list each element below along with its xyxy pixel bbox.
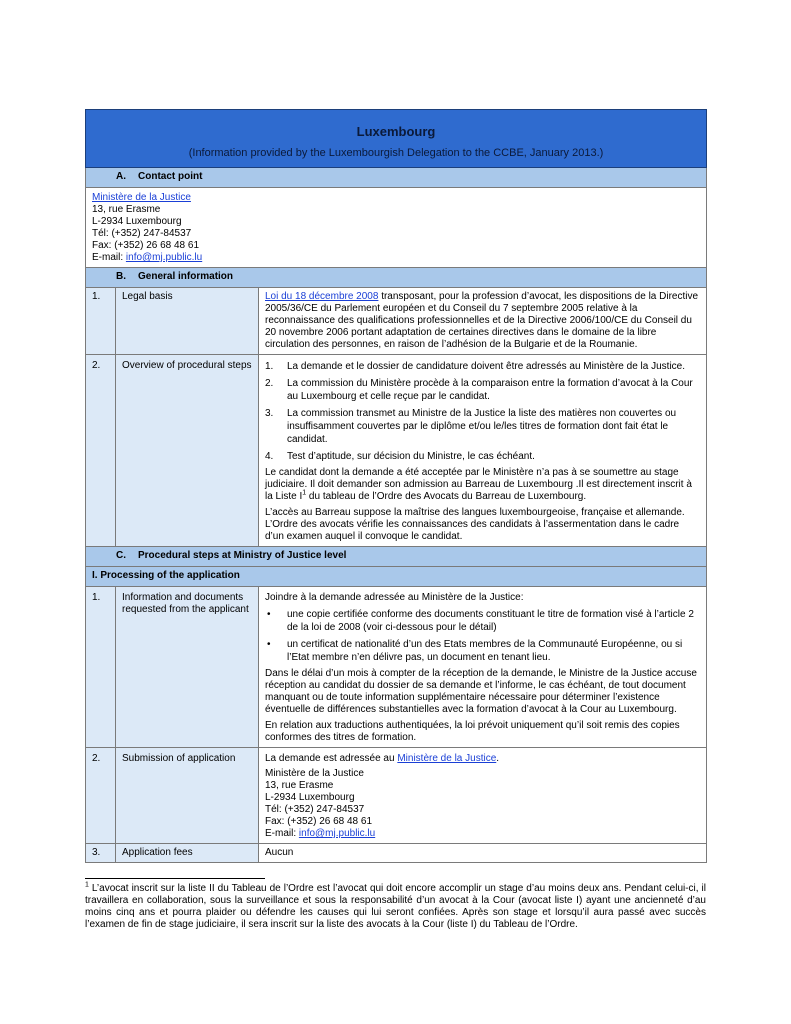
- row-label: Submission of application: [116, 748, 259, 844]
- section-label: General information: [138, 271, 234, 282]
- contact-fax: Fax: (+352) 26 68 48 61: [92, 240, 200, 251]
- ministry-link[interactable]: Ministère de la Justice: [397, 753, 497, 764]
- bullet-text: un certificat de nationalité d’un des Etats membres de la Communauté Européenne, ou si l’Etat membre n’en délivre pas, un document en tenant lieu.: [287, 639, 683, 663]
- documents-cell: [259, 587, 707, 748]
- contact-city: L-2934 Luxembourg: [92, 216, 182, 227]
- step-text: La demande et le dossier de candidature doivent être adressés au Ministère de la Justice.: [287, 361, 686, 372]
- section-header-contact-point: [86, 168, 707, 188]
- list-item: [265, 450, 700, 463]
- title-row: [86, 110, 707, 168]
- law-link[interactable]: Loi du 18 décembre 2008: [265, 291, 379, 302]
- address-street: 13, rue Erasme: [265, 780, 334, 791]
- row-number: 2.: [86, 748, 116, 844]
- languages-paragraph: L’accès au Barreau suppose la maîtrise des langues luxembourgeoise, française et allemande. L’Ordre des avocats vérifie les connaissances des candidats à l’assermentation dans le cadre d’un examen auquel il convoque le candidat.: [265, 507, 685, 542]
- footnote-ref[interactable]: 1: [302, 489, 307, 497]
- row-number: 1.: [86, 288, 116, 355]
- step-text: Test d’aptitude, sur décision du Ministre, le cas échéant.: [287, 451, 535, 462]
- steps-list: [265, 360, 700, 463]
- bullet-text: une copie certifiée conforme des documents constituant le titre de formation visé à l’article 2 de la loi de 2008 (voir ci-dessous pour le détail): [287, 609, 694, 633]
- submission-cell: [259, 748, 707, 844]
- page-subtitle: (Information provided by the Luxembourgish Delegation to the CCBE, January 2013.): [188, 147, 604, 159]
- footnote: [85, 883, 706, 931]
- step-number: 4.: [265, 451, 274, 462]
- email-link[interactable]: info@mj.public.lu: [298, 828, 376, 839]
- table-row: [86, 748, 707, 844]
- step-number: 1.: [265, 361, 274, 372]
- submission-text: .: [496, 753, 500, 764]
- address-org: Ministère de la Justice: [265, 768, 364, 779]
- step-number: 3.: [265, 408, 274, 419]
- ministry-link[interactable]: Ministère de la Justice: [92, 192, 191, 203]
- section-letter: C.: [116, 550, 126, 561]
- section-header-procedural-steps: [86, 547, 707, 567]
- documents-intro: Joindre à la demande adressée au Ministère de la Justice:: [265, 592, 524, 603]
- table-row: [86, 355, 707, 547]
- section-c-row: [86, 547, 707, 567]
- procedural-overview-cell: [259, 355, 707, 547]
- row-label: Legal basis: [116, 288, 259, 355]
- documents-list: [265, 608, 700, 664]
- row-number: 1.: [86, 587, 116, 748]
- row-number: 3.: [86, 844, 116, 863]
- footnote-mark: 1: [85, 881, 89, 889]
- step-text: La commission transmet au Ministre de la Justice la liste des matières non couvertes ou insuffisamment couvertes par le diplôme et/ou le/les titres de formation dont fait état le candidat.: [287, 408, 677, 445]
- contact-street: 13, rue Erasme: [92, 204, 161, 215]
- list-item: [265, 638, 700, 664]
- row-label: Application fees: [116, 844, 259, 863]
- fees-value: Aucun: [259, 844, 707, 863]
- paragraph-text: du tableau de l’Ordre des Avocats du Barreau de Luxembourg.: [306, 491, 587, 502]
- email-label: E-mail:: [92, 252, 126, 263]
- address-fax: Fax: (+352) 26 68 48 61: [265, 816, 373, 827]
- bullet-icon: •: [267, 609, 271, 620]
- footnote-text: L’avocat inscrit sur la liste II du Tableau de l’Ordre est l’avocat qui doit encore accomplir un stage d’au moins deux ans. Pendant celui-ci, il travaillera en collaboration, sous la surveillance et sous la responsabilité d’un avocat à la Cour (avocat liste I) ayant une ancienneté d’au moins cinq ans et pourra plaider ou défendre les causes qui lui seront confiées. Après son stage et lorsqu’il aura passé avec succès l’examen de fin de stage judiciaire, il sera inscrit sur la liste des avocats à la Cour (liste I) du Tableau de l’Ordre.: [85, 883, 706, 930]
- title-cell: [86, 110, 707, 168]
- address-city: L-2934 Luxembourg: [265, 792, 355, 803]
- section-letter: A.: [116, 171, 126, 182]
- subsection-header-processing: I. Processing of the application: [86, 567, 707, 587]
- subsection-row: [86, 567, 707, 587]
- country-info-table: [85, 109, 707, 863]
- row-label: Overview of procedural steps: [116, 355, 259, 547]
- list-item: [265, 407, 700, 446]
- page-title: Luxembourg: [356, 124, 436, 139]
- step-number: 2.: [265, 378, 274, 389]
- bullet-icon: •: [267, 639, 271, 650]
- section-letter: B.: [116, 271, 126, 282]
- list-item: [265, 360, 700, 373]
- contact-tel: Tél: (+352) 247-84537: [92, 228, 192, 239]
- table-row: [86, 288, 707, 355]
- table-row: [86, 844, 707, 863]
- step-text: La commission du Ministère procède à la comparaison entre la formation d’avocat à la Cour au Luxembourg et celle reçue par le candidat.: [287, 378, 693, 402]
- stage-paragraph: [265, 467, 700, 503]
- table-row: [86, 587, 707, 748]
- legal-basis-text: transposant, pour la profession d’avocat, les dispositions de la Directive 2005/36/CE du Parlement européen et du Conseil du 7 septembre 2005 relative à la reconnaissance des qualifications professionnelles et de la Directive 2006/100/CE du Conseil du 20 novembre 2006 portant adaptation de certaines directives dans le domaine de la libre circulation des personnes, en raison de l’adhésion de la Bulgarie et de la Roumanie.: [265, 291, 699, 350]
- footnote-divider: [85, 878, 265, 879]
- contact-row: [86, 188, 707, 268]
- section-b-row: [86, 268, 707, 288]
- document: [85, 109, 706, 863]
- address-tel: Tél: (+352) 247-84537: [265, 804, 365, 815]
- row-label: Information and documents requested from the applicant: [116, 587, 259, 748]
- email-label: E-mail:: [265, 828, 299, 839]
- email-link[interactable]: info@mj.public.lu: [125, 252, 203, 263]
- section-a-row: [86, 168, 707, 188]
- list-item: [265, 377, 700, 403]
- section-label: Procedural steps at Ministry of Justice level: [138, 550, 347, 561]
- deadline-paragraph: Dans le délai d’un mois à compter de la réception de la demande, le Ministre de la Justice accuse réception au candidat du dossier de sa demande et l’informe, le cas échéant, de tout document manquant ou de toute information supplémentaire nécessaire pour déterminer l’existence éventuelle de différences substantielles avec la formation d’avocat à la Cour au Luxembourg.: [265, 668, 697, 715]
- submission-text: La demande est adressée au: [265, 753, 398, 764]
- contact-cell: [86, 188, 707, 268]
- row-number: 2.: [86, 355, 116, 547]
- paragraph-text: Le candidat dont la demande a été acceptée par le Ministère n’a pas à se soumettre au stage judiciaire. Il doit demander son admission au Barreau de Luxembourg .Il est directement inscrit à la Liste I: [265, 467, 692, 502]
- list-item: [265, 608, 700, 634]
- translations-paragraph: En relation aux traductions authentiquées, la loi prévoit uniquement qu’il soit remis des copies conformes des titres de formation.: [265, 720, 680, 743]
- section-label: Contact point: [138, 171, 203, 182]
- legal-basis-cell: [259, 288, 707, 355]
- section-header-general-information: [86, 268, 707, 288]
